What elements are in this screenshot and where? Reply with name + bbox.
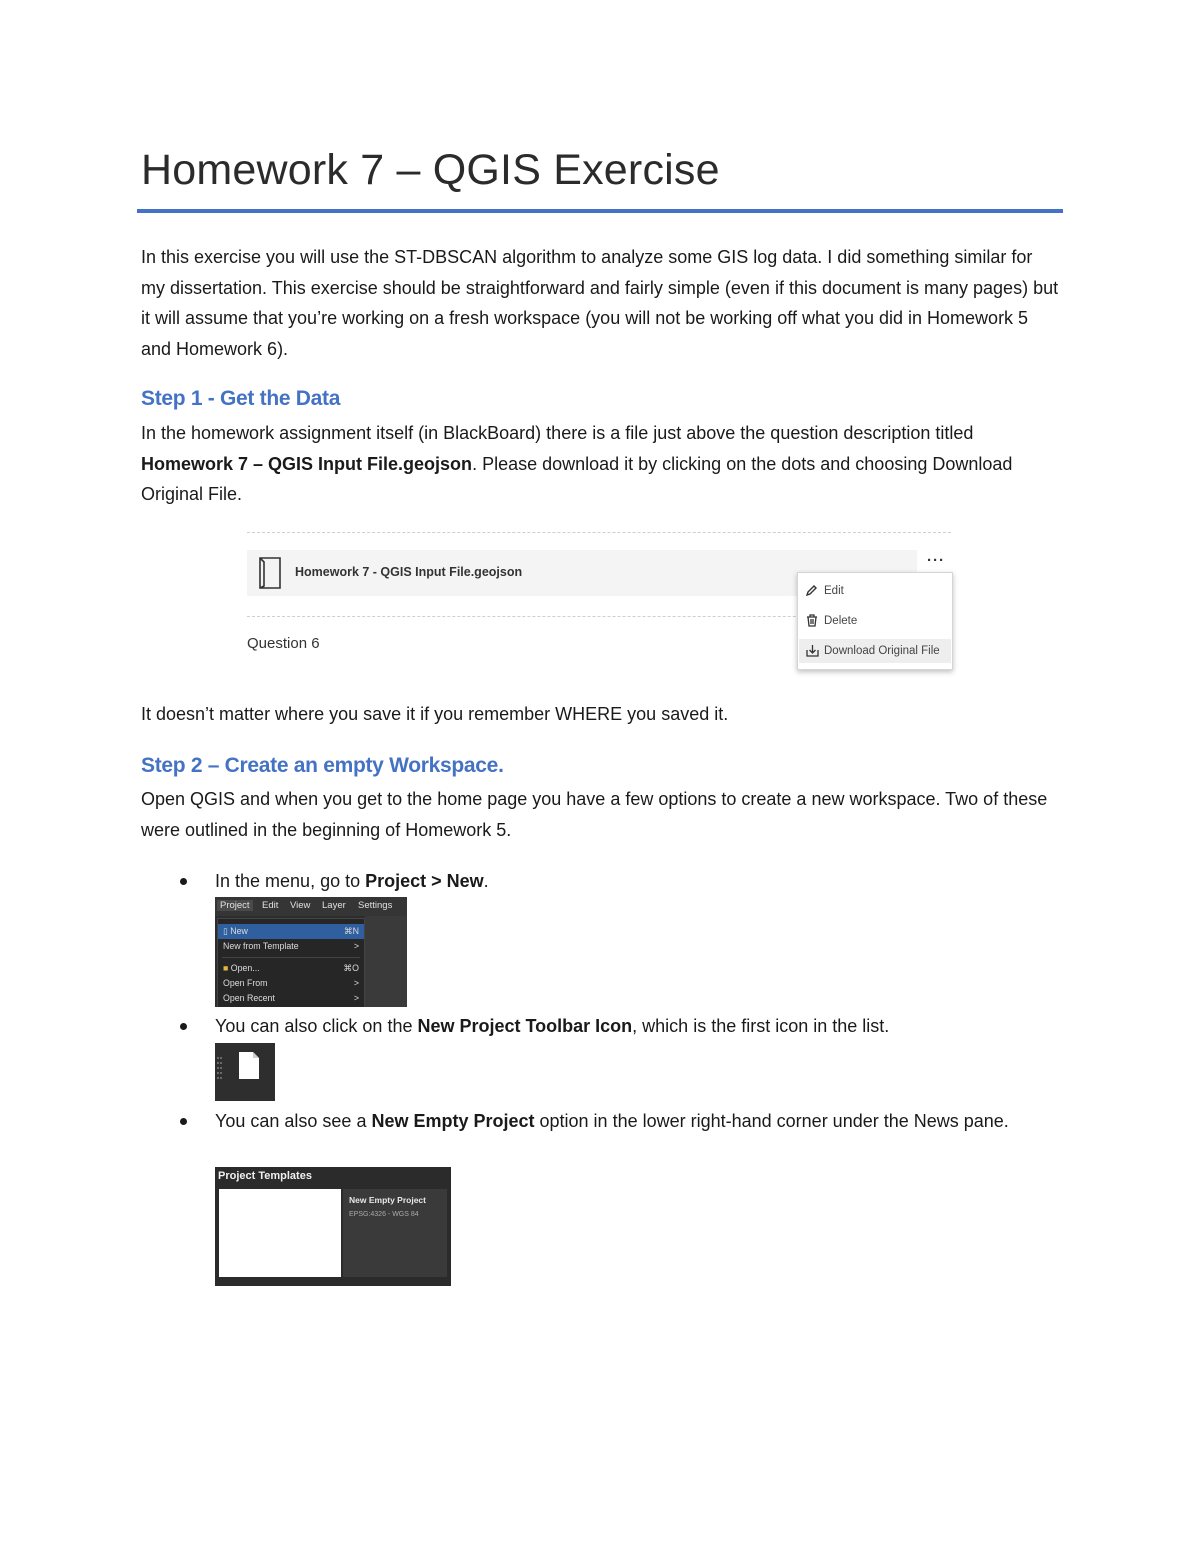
folder-icon: ■ <box>223 963 231 973</box>
menu-item-download[interactable] <box>799 639 951 663</box>
menu-layer[interactable]: Layer <box>322 900 346 911</box>
templates-header: Project Templates <box>218 1170 312 1182</box>
menu-item-open[interactable] <box>218 961 364 976</box>
page-title: Homework 7 – QGIS Exercise <box>141 146 720 194</box>
bullet-marker <box>180 1118 187 1125</box>
blackboard-screenshot <box>247 530 953 670</box>
qgis-menubar <box>215 897 407 916</box>
pencil-icon <box>806 584 818 596</box>
menu-settings[interactable]: Settings <box>358 900 393 911</box>
menu-item-label <box>223 924 248 939</box>
menu-view[interactable]: View <box>290 900 311 911</box>
menu-item-text: New <box>230 926 248 936</box>
intro-paragraph: In this exercise you will use the ST-DBSCAN algorithm to analyze some GIS log data. I did something similar for my dissertation. This exercise should be straightforward and fairly simple (even if this document is many pages) but it will assume that you’re working on a fresh workspace (you will not be working off what you did in Homework 5 and Homework 6). <box>141 247 1059 359</box>
new-project-icon[interactable] <box>215 1043 275 1101</box>
menu-item-new[interactable] <box>218 924 364 939</box>
trash-icon <box>806 614 818 627</box>
menu-item-open-recent[interactable] <box>218 991 364 1006</box>
bullet-text: . <box>483 871 489 891</box>
menu-separator <box>222 957 360 958</box>
bullet-item <box>215 1106 1055 1137</box>
template-thumbnail[interactable] <box>219 1189 341 1277</box>
qgis-project-templates-screenshot <box>215 1167 451 1286</box>
more-options-icon[interactable]: ··· <box>927 552 945 569</box>
qgis-toolbar-screenshot <box>215 1043 275 1101</box>
new-file-icon: ▯ <box>223 926 231 936</box>
step1-filename: Homework 7 – QGIS Input File.geojson <box>141 453 473 474</box>
menu-item-edit[interactable] <box>804 579 950 603</box>
menu-item-label: Delete <box>824 615 858 627</box>
shortcut: ⌘O <box>343 963 359 973</box>
step1-note: It doesn’t matter where you save it if you remember WHERE you saved it. <box>141 704 729 724</box>
qgis-project-menu-screenshot <box>215 897 407 1007</box>
bullet-item <box>215 866 1055 897</box>
bullet-text: You can also click on the <box>215 1016 418 1036</box>
template-crs: EPSG:4326 - WGS 84 <box>349 1211 419 1218</box>
menu-item-label: Download Original File <box>824 645 940 657</box>
project-dropdown <box>217 918 365 1007</box>
bullet-text: option in the lower right-hand corner under the News pane. <box>534 1111 1009 1131</box>
menu-item-text: Open From <box>223 978 268 988</box>
step2-paragraph: Open QGIS and when you get to the home page you have a few options to create a new workspace. Two of these were outlined in the beginning of Homework 5. <box>141 789 1048 840</box>
bullet-bold: Project > New <box>365 871 484 891</box>
submenu-arrow: > <box>353 993 359 1003</box>
step1-text-after: . Please download it by clicking on the dots and choosing Download Original File. <box>141 453 1013 504</box>
download-icon <box>806 644 819 657</box>
menu-item-new-from-template[interactable] <box>218 939 364 954</box>
menu-item-open-from[interactable] <box>218 976 364 991</box>
bullet-bold: New Project Toolbar Icon <box>417 1016 633 1036</box>
submenu-arrow: > <box>353 978 359 988</box>
menu-item-text: Open Recent <box>223 993 275 1003</box>
dashed-divider <box>247 532 951 533</box>
menu-item-text: New from Template <box>223 941 299 951</box>
bullet-text: In the menu, go to <box>215 871 366 891</box>
menu-item-delete[interactable] <box>804 609 950 633</box>
template-details[interactable] <box>343 1189 447 1277</box>
menu-edit[interactable]: Edit <box>262 900 279 911</box>
menu-item-label <box>223 961 260 976</box>
bullet-marker <box>180 878 187 885</box>
file-name[interactable]: Homework 7 - QGIS Input File.geojson <box>295 565 523 579</box>
bullet-text: , which is the first icon in the list. <box>632 1016 890 1036</box>
qgis-background <box>365 916 407 1007</box>
bullet-marker <box>180 1023 187 1030</box>
step1-heading: Step 1 - Get the Data <box>141 387 341 410</box>
document-icon <box>257 557 283 589</box>
step2-heading: Step 2 – Create an empty Workspace. <box>141 754 504 777</box>
menu-item-label: Edit <box>824 585 844 597</box>
bullet-item <box>215 1011 1055 1042</box>
menu-item-text: Open... <box>230 963 260 973</box>
question-label: Question 6 <box>247 635 320 652</box>
bullet-bold: New Empty Project <box>371 1111 535 1131</box>
step1-paragraph <box>141 418 1061 510</box>
bullet-text: You can also see a <box>215 1111 372 1131</box>
shortcut: ⌘N <box>343 926 359 936</box>
menu-project[interactable]: Project <box>217 900 253 911</box>
template-name: New Empty Project <box>349 1195 426 1205</box>
submenu-arrow: > <box>353 941 359 951</box>
context-menu <box>797 572 953 670</box>
title-underline <box>137 209 1063 213</box>
step1-text-before: In the homework assignment itself (in BlackBoard) there is a file just above the question description titled <box>141 423 974 443</box>
